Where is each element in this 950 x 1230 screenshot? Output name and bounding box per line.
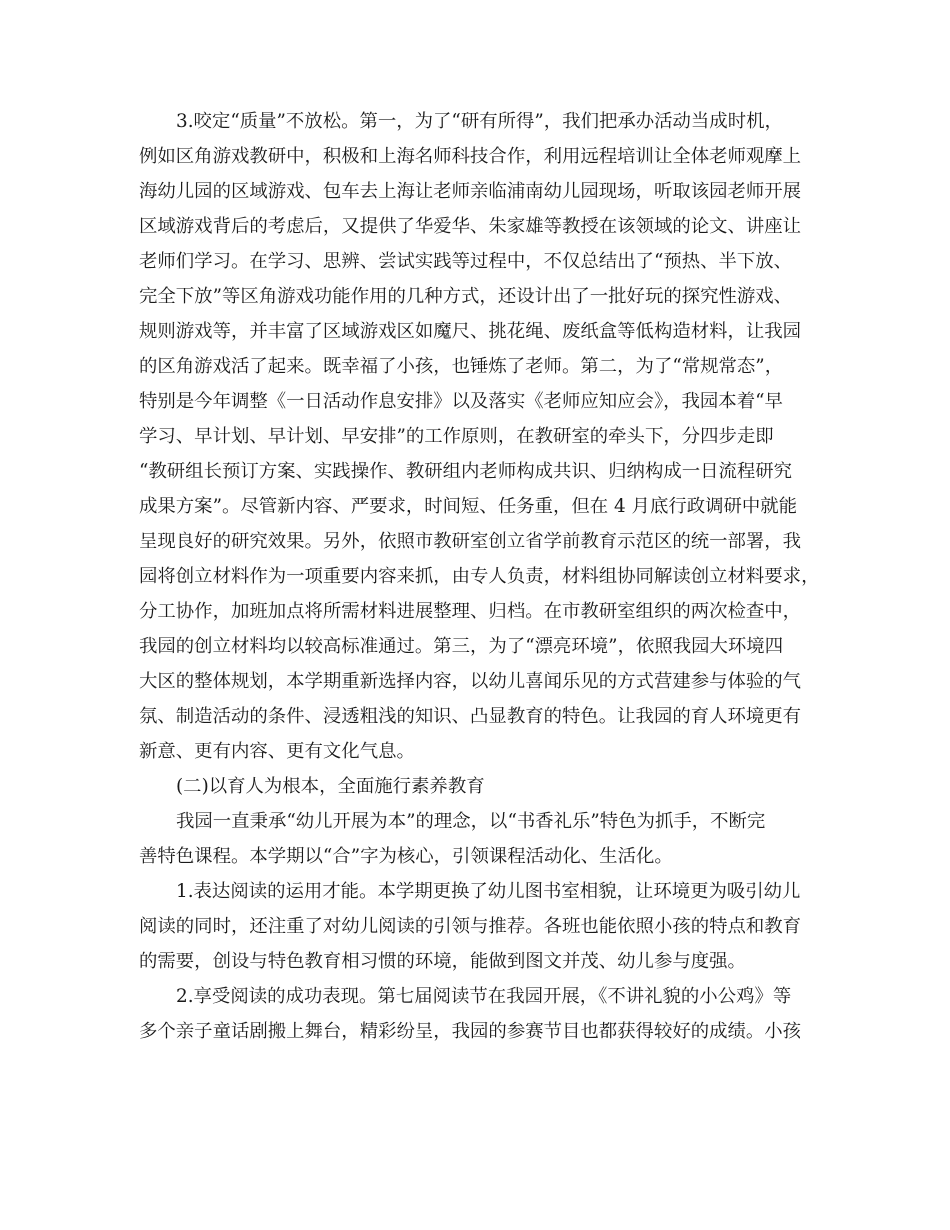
text-line: 区域游戏背后的考虑后，又提供了华爱华、朱家雄等教授在该领域的论文、讲座让 [139,216,802,237]
text-line: 的区角游戏活了起来。既幸福了小孩，也锤炼了老师。第二，为了“常规常态”， [139,356,784,377]
text-line: 阅读的同时，还注重了对幼儿阅读的引领与推荐。各班也能依照小孩的特点和教育 [139,916,802,937]
text-line: 老师们学习。在学习、思辨、尝试实践等过程中，不仅总结出了“预热、半下放、 [139,251,793,272]
text-line: 我园的创立材料均以较高标准通过。第三，为了“漂亮环境”，依照我园大环境四 [139,636,784,657]
text-line: 2.享受阅读的成功表现。第七届阅读节在我园开展，《不讲礼貌的小公鸡》等 [176,986,792,1007]
text-line: 园将创立材料作为一项重要内容来抓，由专人负责，材料组协同解读创立材料要求， [139,566,820,587]
text-line: 我园一直秉承“幼儿开展为本”的理念，以“书香礼乐”特色为抓手，不断完 [176,811,766,832]
text-line: 特别是今年调整《一日活动作息安排》以及落实《老师应知应会》，我园本着“早 [139,391,783,412]
text-line: 多个亲子童话剧搬上舞台，精彩纷呈，我园的参赛节目也都获得较好的成绩。小孩 [139,1021,802,1042]
text-line: 完全下放”等区角游戏功能作用的几种方式，还设计出了一批好玩的探究性游戏、 [139,286,793,307]
text-line: 呈现良好的研究效果。另外，依照市教研室创立省学前教育示范区的统一部署，我 [139,531,802,552]
text-line: 海幼儿园的区域游戏、包车去上海让老师亲临浦南幼儿园现场，听取该园老师开展 [139,181,802,202]
text-line: 氛、制造活动的条件、浸透粗浅的知识、凸显教育的特色。让我园的育人环境更有 [139,706,802,727]
text-line: 新意、更有内容、更有文化气息。 [139,741,415,762]
section-heading: (二)以育人为根本，全面施行素养教育 [176,776,485,797]
text-line: 的需要，创设与特色教育相习惯的环境，能做到图文并茂、幼儿参与度强。 [139,951,746,972]
text-line: 1.表达阅读的运用才能。本学期更换了幼儿图书室相貌，让环境更为吸引幼儿 [176,881,801,902]
text-line: 例如区角游戏教研中，积极和上海名师科技合作，利用远程培训让全体老师观摩上 [139,146,802,167]
text-line: 学习、早计划、早计划、早安排”的工作原则，在教研室的牵头下，分四步走即 [139,426,774,447]
text-line: “教研组长预订方案、实践操作、教研组内老师构成共识、归纳构成一日流程研究 [139,461,793,482]
text-line: 规则游戏等，并丰富了区域游戏区如魔尺、挑花绳、废纸盒等低构造材料，让我园 [139,321,802,342]
text-line: 分工协作，加班加点将所需材料进展整理、归档。在市教研室组织的两次检查中， [139,601,802,622]
text-line: 成果方案”。尽管新内容、严要求，时间短、任务重，但在 4 月底行政调研中就能 [139,496,798,517]
text-line: 3.咬定“质量”不放松。第一，为了“研有所得”，我们把承办活动当成时机， [176,111,783,132]
text-line: 大区的整体规划，本学期重新选择内容，以幼儿喜闻乐见的方式营建参与体验的气 [139,671,802,692]
text-line: 善特色课程。本学期以“合”字为核心，引领课程活动化、生活化。 [139,846,673,867]
